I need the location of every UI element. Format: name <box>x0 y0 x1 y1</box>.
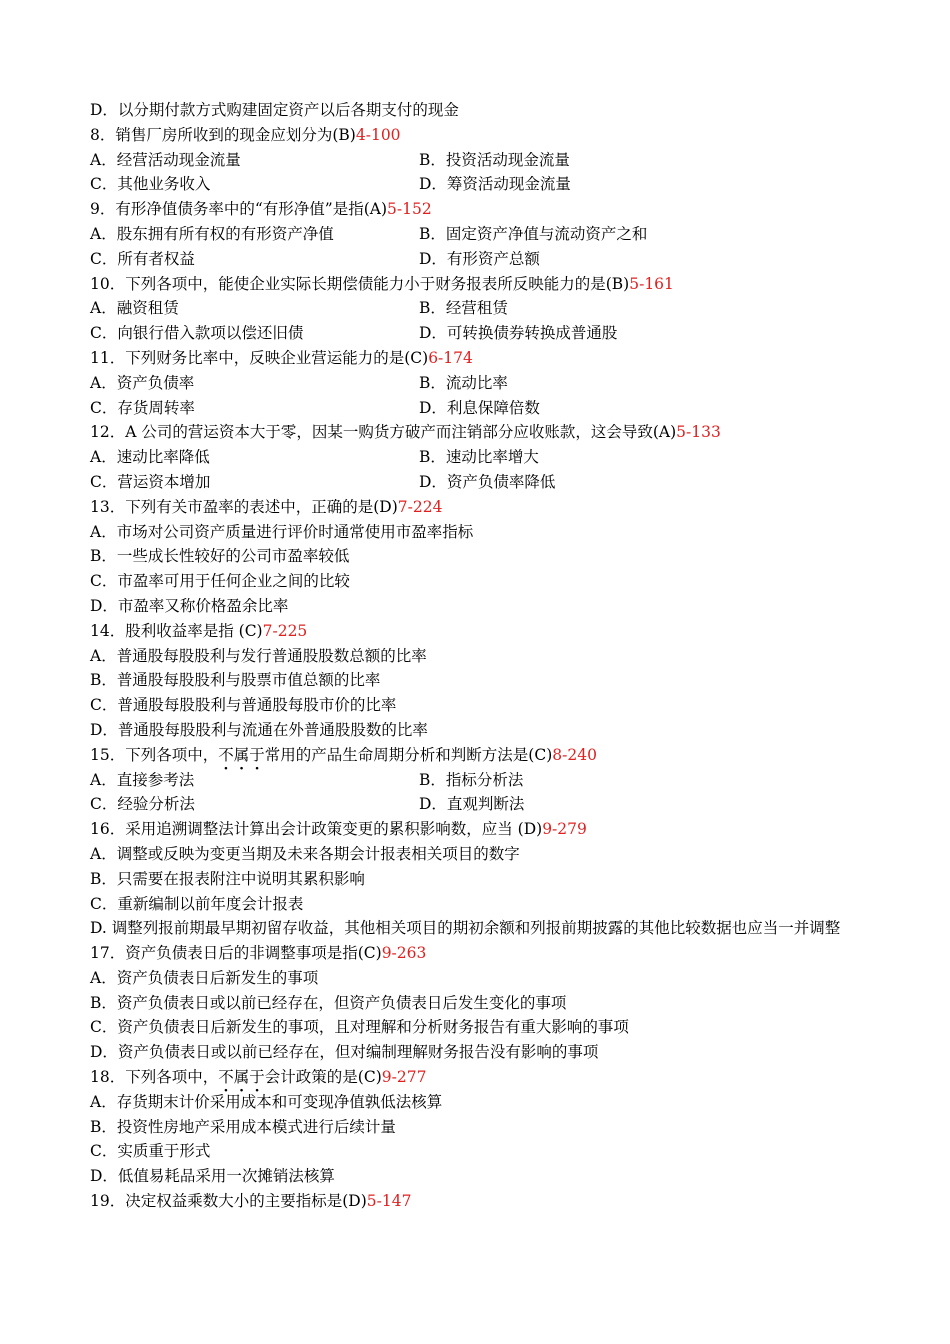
option-text: A．资产负债表日后新发生的事项 <box>90 968 319 987</box>
option-text: D．资产负债表日或以前已经存在，但对编制理解财务报告没有影响的事项 <box>90 1043 599 1062</box>
option-line <box>90 693 870 718</box>
option-line <box>90 644 870 669</box>
question-text: 12．A 公司的营运资本大于零，因某一购货方破产而注销部分应收账款，这会导致(A) <box>90 423 677 442</box>
option-line <box>90 1115 870 1140</box>
page-reference: 9-279 <box>542 820 587 839</box>
option-text: A．市场对公司资产质量进行评价时通常使用市盈率指标 <box>90 522 474 541</box>
option-pair <box>90 321 870 346</box>
question-text: 常用的产品生命周期分析和判断方法是(C) <box>264 745 553 764</box>
option-text: A．调整或反映为变更当期及未来各期会计报表相关项目的数字 <box>90 844 520 863</box>
question-text: 11．下列财务比率中，反映企业营运能力的是(C) <box>90 348 429 367</box>
question-line <box>90 197 870 222</box>
option-text: D．市盈率又称价格盈余比率 <box>90 596 289 615</box>
question-line <box>90 743 870 768</box>
option-pair <box>90 222 870 247</box>
question-text: 14．股利收益率是指 (C) <box>90 621 263 640</box>
option-right: B．固定资产净值与流动资产之和 <box>419 224 648 243</box>
option-line <box>90 520 870 545</box>
page-reference: 5-133 <box>676 423 721 442</box>
option-pair <box>90 247 870 272</box>
option-line <box>90 98 870 123</box>
option-line <box>90 1090 870 1115</box>
option-left: C．营运资本增加 <box>90 472 211 491</box>
page-reference: 9-263 <box>381 944 427 963</box>
option-text: D．低值易耗品采用一次摊销法核算 <box>90 1167 335 1186</box>
option-right: D．利息保障倍数 <box>419 398 540 417</box>
option-line <box>90 1139 870 1164</box>
option-left: A．融资租赁 <box>90 299 179 318</box>
page-reference: 4-100 <box>355 125 401 144</box>
question-text: 19．决定权益乘数大小的主要指标是(D) <box>90 1192 367 1211</box>
option-line <box>90 1040 870 1065</box>
option-text: D．普通股每股股利与流通在外普通股股数的比率 <box>90 720 428 739</box>
option-text: C．资产负债表日后新发生的事项，且对理解和分析财务报告有重大影响的事项 <box>90 1018 629 1037</box>
page-reference: 5-152 <box>387 200 432 219</box>
document-body <box>90 98 870 1214</box>
option-text: C．实质重于形式 <box>90 1142 211 1161</box>
option-pair <box>90 768 870 793</box>
option-right: B．速动比率增大 <box>419 448 539 467</box>
page-reference: 5-147 <box>366 1192 412 1211</box>
option-text: B．一些成长性较好的公司市盈率较低 <box>90 547 350 566</box>
option-line <box>90 569 870 594</box>
option-line <box>90 718 870 743</box>
question-line <box>90 1189 870 1214</box>
option-left: C．其他业务收入 <box>90 175 211 194</box>
option-line <box>90 991 870 1016</box>
option-line <box>90 594 870 619</box>
option-text: B．普通股每股股利与股票市值总额的比率 <box>90 671 381 690</box>
option-left: A．资产负债率 <box>90 373 195 392</box>
option-right: D．资产负债率降低 <box>419 472 556 491</box>
option-left: C．向银行借入款项以偿还旧债 <box>90 324 304 343</box>
option-left: C．经验分析法 <box>90 795 195 814</box>
option-text: B．投资性房地产采用成本模式进行后续计量 <box>90 1117 396 1136</box>
question-text: 9．有形净值债务率中的“有形净值”是指(A) <box>90 200 387 219</box>
option-right: D．可转换债券转换成普通股 <box>419 324 618 343</box>
page-reference: 7-224 <box>397 497 443 516</box>
question-text: 18．下列各项中， <box>90 1068 219 1087</box>
question-text: 15．下列各项中， <box>90 745 219 764</box>
option-text: B．资产负债表日或以前已经存在，但资产负债表日后发生变化的事项 <box>90 993 567 1012</box>
option-line <box>90 668 870 693</box>
option-left: C．所有者权益 <box>90 249 195 268</box>
question-line <box>90 1065 870 1090</box>
option-pair <box>90 296 870 321</box>
option-line <box>90 966 870 991</box>
page-reference: 6-174 <box>428 348 473 367</box>
option-line <box>90 892 870 917</box>
option-right: D．有形资产总额 <box>419 249 540 268</box>
question-line <box>90 817 870 842</box>
question-text: 8．销售厂房所收到的现金应划分为(B) <box>90 125 356 144</box>
option-text: B．只需要在报表附注中说明其累积影响 <box>90 869 365 888</box>
option-pair <box>90 445 870 470</box>
option-pair <box>90 470 870 495</box>
question-text: 10．下列各项中，能使企业实际长期偿债能力小于财务报表所反映能力的是(B) <box>90 274 630 293</box>
option-text: A．普通股每股股利与发行普通股股数总额的比率 <box>90 646 427 665</box>
option-pair <box>90 792 870 817</box>
page-reference: 9-277 <box>381 1068 427 1087</box>
emphasis-text: 不属于 <box>218 1068 265 1087</box>
question-line <box>90 420 870 445</box>
option-line <box>90 916 870 941</box>
page-reference: 8-240 <box>552 745 597 764</box>
option-text: D．以分期付款方式购建固定资产以后各期支付的现金 <box>90 101 459 119</box>
option-pair <box>90 396 870 421</box>
option-right: D．筹资活动现金流量 <box>419 175 571 194</box>
page-reference: 5-161 <box>629 274 674 293</box>
question-text: 17．资产负债表日后的非调整事项是指(C) <box>90 944 382 963</box>
question-line <box>90 495 870 520</box>
option-text: C．市盈率可用于任何企业之间的比较 <box>90 572 350 591</box>
question-line <box>90 123 870 148</box>
option-text: D. 调整列报前期最早期初留存收益，其他相关项目的期初余额和列报前期披露的其他比较数据也应当一并调整 <box>90 919 841 938</box>
question-text: 13．下列有关市盈率的表述中，正确的是(D) <box>90 497 398 516</box>
option-right: B．指标分析法 <box>419 770 524 789</box>
emphasis-text: 不属于 <box>218 745 265 764</box>
option-text: A．存货期末计价采用成本和可变现净值孰低法核算 <box>90 1092 443 1111</box>
option-text: C．普通股每股股利与普通股每股市价的比率 <box>90 696 397 715</box>
option-right: B．流动比率 <box>419 373 508 392</box>
option-right: B．投资活动现金流量 <box>419 150 570 169</box>
option-pair <box>90 371 870 396</box>
question-line <box>90 272 870 297</box>
option-pair <box>90 148 870 173</box>
question-text: 会计政策的是(C) <box>264 1068 382 1087</box>
option-right: D．直观判断法 <box>419 795 525 814</box>
option-text: C．重新编制以前年度会计报表 <box>90 894 304 913</box>
page-reference: 7-225 <box>262 621 308 640</box>
option-right: B．经营租赁 <box>419 299 508 318</box>
option-line <box>90 867 870 892</box>
option-line <box>90 1015 870 1040</box>
option-pair <box>90 172 870 197</box>
option-left: A．速动比率降低 <box>90 448 210 467</box>
option-left: C．存货周转率 <box>90 398 195 417</box>
option-line <box>90 544 870 569</box>
question-line <box>90 941 870 966</box>
option-left: A．股东拥有所有权的有形资产净值 <box>90 224 334 243</box>
question-line <box>90 619 870 644</box>
question-line <box>90 346 870 371</box>
option-left: A．经营活动现金流量 <box>90 150 241 169</box>
option-line <box>90 1164 870 1189</box>
option-left: A．直接参考法 <box>90 770 195 789</box>
option-line <box>90 842 870 867</box>
question-text: 16．采用追溯调整法计算出会计政策变更的累积影响数，应当 (D) <box>90 820 543 839</box>
